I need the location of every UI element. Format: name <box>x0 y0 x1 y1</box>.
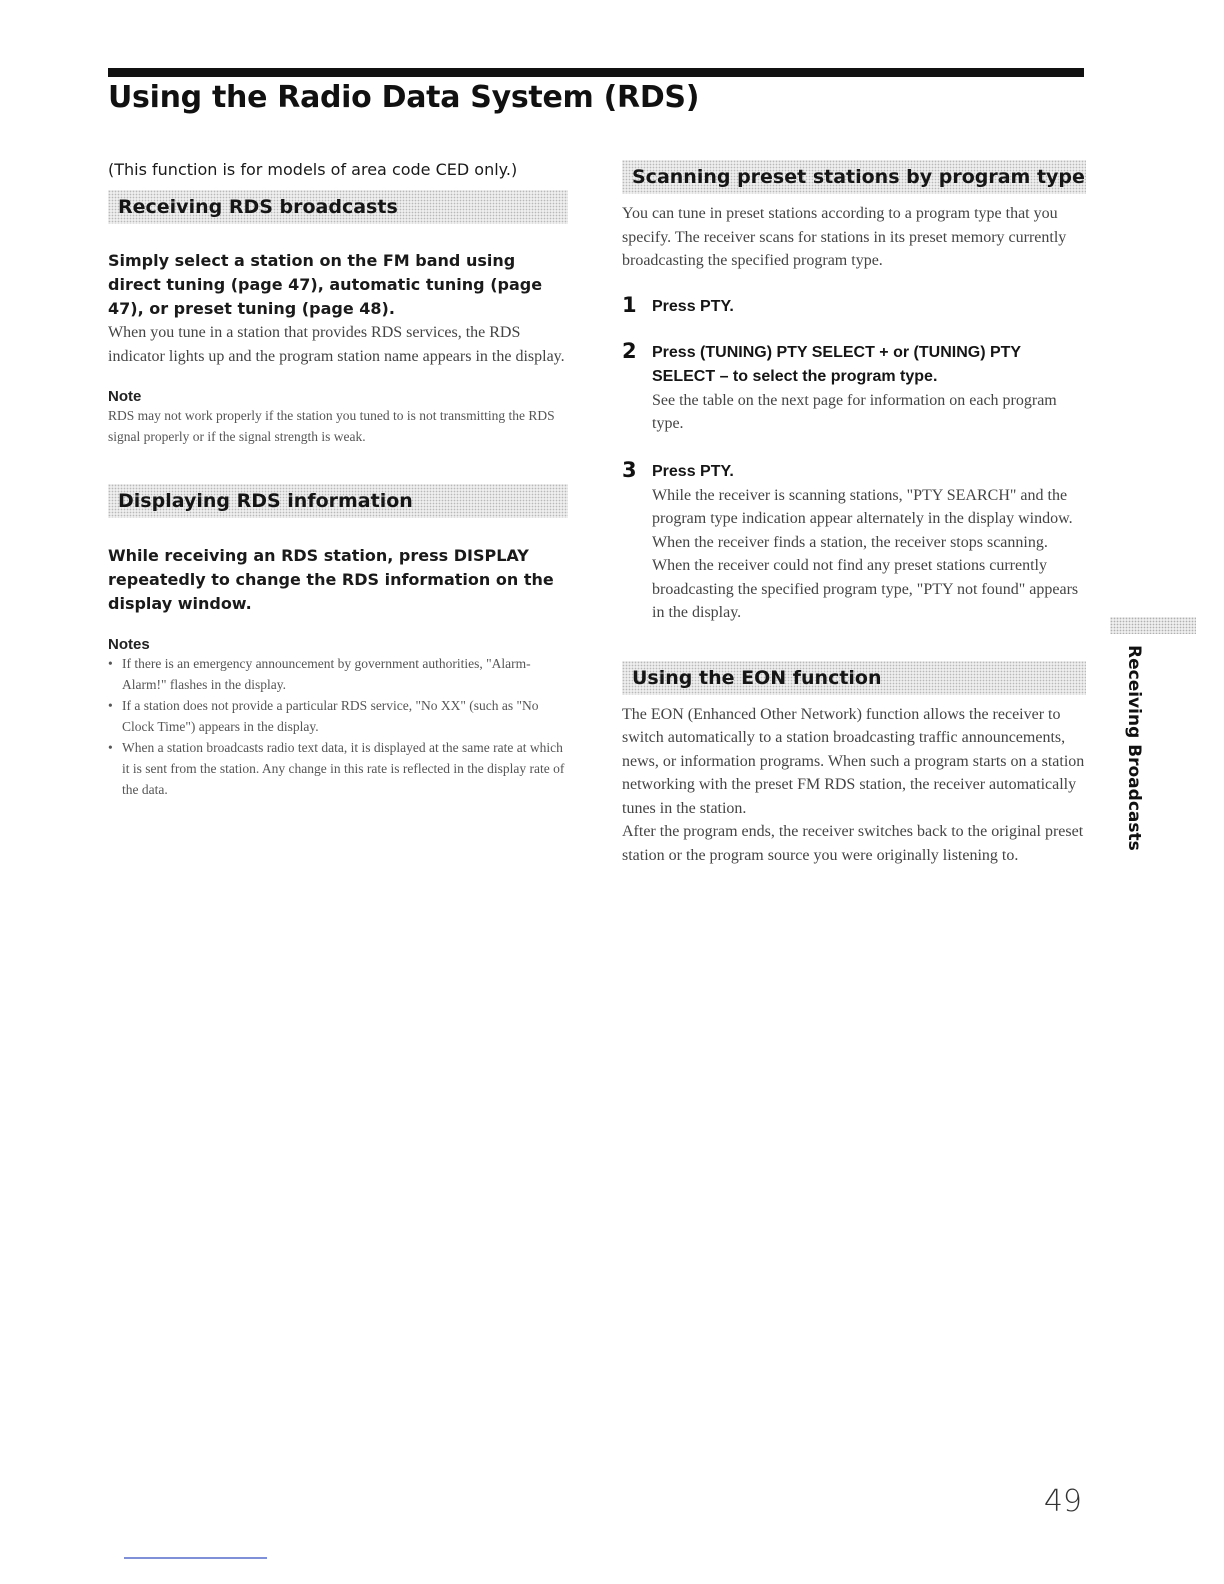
step-text: When the receiver finds a station, the receiver stops scanning. <box>652 533 1048 551</box>
section-heading-receiving: Receiving RDS broadcasts <box>108 190 568 224</box>
notes-list <box>108 653 568 800</box>
note-label: Note <box>108 388 142 405</box>
step-2 <box>622 338 1086 436</box>
note-item: • If a station does not provide a particular RDS service, "No XX" (such as "No Clock Time") appears in the display. <box>108 695 568 737</box>
displaying-lead: While receiving an RDS station, press DISPLAY repeatedly to change the RDS information on the display window. <box>108 546 554 613</box>
area-code-note: (This function is for models of area code CED only.) <box>108 160 518 179</box>
page-title: Using the Radio Data System (RDS) <box>108 80 700 115</box>
receiving-body: When you tune in a station that provides RDS services, the RDS indicator lights up and the program station name appears in the display. <box>108 324 565 365</box>
side-tab-label: Receiving Broadcasts <box>1124 645 1144 851</box>
step-1 <box>622 292 1086 319</box>
step-text: When the receiver could not find any preset stations currently broadcasting the specified program type, "PTY not found" appears in the display. <box>652 557 1079 621</box>
step-number: 1 <box>622 292 637 317</box>
step-heading: Press (TUNING) PTY SELECT + or (TUNING) PTY SELECT – to select the program type. <box>652 343 1021 385</box>
section-heading-eon: Using the EON function <box>622 661 1086 695</box>
notes-label: Notes <box>108 636 150 653</box>
left-column <box>108 160 568 800</box>
section-heading-scanning: Scanning preset stations by program type <box>622 160 1086 194</box>
step-text: While the receiver is scanning stations, "PTY SEARCH" and the program type indication appear alternately in the display window. <box>652 486 1073 527</box>
note-text: RDS may not work properly if the station you tuned to is not transmitting the RDS signal properly or if the signal strength is weak. <box>108 408 555 444</box>
right-column <box>622 160 1086 867</box>
top-rule <box>108 68 1084 77</box>
eon-body-1: The EON (Enhanced Other Network) function allows the receiver to switch automatically to a station broadcasting traffic announcements, news, or information programs. When such a program starts on a station networking with the preset FM RDS station, the receiver automatically tunes in the station. <box>622 705 1085 817</box>
scanning-body: You can tune in preset stations according to a program type that you specify. The receiver scans for stations in its preset memory currently broadcasting the specified program type. <box>622 205 1067 269</box>
step-number: 3 <box>622 457 637 482</box>
step-text: See the table on the next page for information on each program type. <box>652 391 1057 432</box>
note-item: • If there is an emergency announcement by government authorities, "Alarm-Alarm!" flashes in the display. <box>108 653 568 695</box>
section-heading-displaying: Displaying RDS information <box>108 484 568 518</box>
footer-line <box>124 1557 267 1559</box>
step-number: 2 <box>622 338 637 363</box>
step-3 <box>622 457 1086 625</box>
step-heading: Press PTY. <box>652 462 734 480</box>
page-number: 49 <box>1043 1484 1082 1519</box>
note-item: • When a station broadcasts radio text data, it is displayed at the same rate at which it is sent from the station. Any change in this rate is reflected in the display rate of the data. <box>108 737 568 800</box>
step-heading: Press PTY. <box>652 297 734 315</box>
eon-body-2: After the program ends, the receiver switches back to the original preset station or the program source you were originally listening to. <box>622 823 1084 864</box>
side-tab-marker <box>1110 617 1196 634</box>
receiving-lead: Simply select a station on the FM band using direct tuning (page 47), automatic tuning (page 47), or preset tuning (page 48). <box>108 251 543 318</box>
